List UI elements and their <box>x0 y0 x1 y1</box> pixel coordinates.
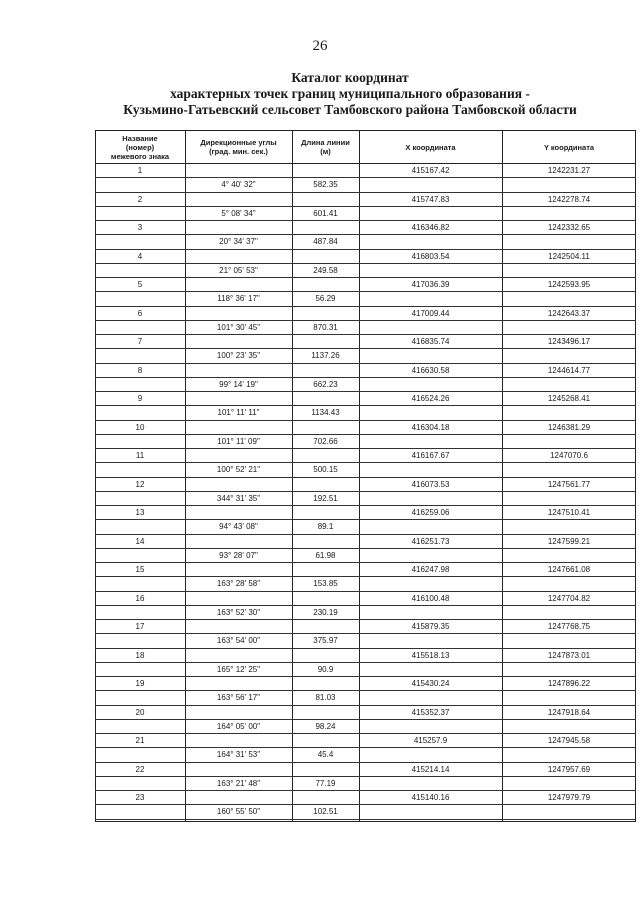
point-name: 2 <box>137 194 143 204</box>
direction-angle: 344° 31' 35" <box>216 493 261 503</box>
line-length: 102.51 <box>313 807 338 817</box>
boundary-segment-row <box>95 292 636 306</box>
direction-angle: 118° 36' 17" <box>217 294 260 304</box>
direction-angle: 20° 34' 37" <box>219 237 258 247</box>
point-name: 18 <box>135 650 145 660</box>
x-coordinate: 415518.13 <box>411 650 450 660</box>
direction-angle: 93° 28' 07" <box>219 550 258 560</box>
x-coordinate: 415747.83 <box>411 194 450 204</box>
x-coordinate: 416251.73 <box>411 536 450 546</box>
point-name: 14 <box>135 536 145 546</box>
point-name: 22 <box>135 764 145 774</box>
point-name: 12 <box>135 479 145 489</box>
direction-angle: 101° 11' 11" <box>217 408 260 418</box>
boundary-segment-row <box>95 178 636 192</box>
x-coordinate: 416346.82 <box>411 223 450 232</box>
point-name: 5 <box>137 280 143 289</box>
direction-angle: 164° 05' 00" <box>216 721 261 731</box>
boundary-point-row <box>95 478 636 492</box>
table-body <box>95 164 636 820</box>
line-length: 153.85 <box>313 579 338 589</box>
y-coordinate: 1247704.82 <box>547 593 591 603</box>
boundary-point-row <box>95 734 636 748</box>
point-name: 21 <box>135 736 145 745</box>
direction-angle: 163° 52' 30" <box>216 607 261 617</box>
boundary-segment-row <box>95 463 636 477</box>
x-coordinate: 415430.24 <box>411 679 450 688</box>
direction-angle: 163° 54' 00" <box>216 636 261 646</box>
y-coordinate: 1247768.75 <box>547 622 591 631</box>
boundary-point-row <box>95 392 636 406</box>
point-name: 19 <box>135 679 145 688</box>
header-direction-angle: Дирекционные углы (град. мин. сек.) <box>200 138 277 156</box>
boundary-segment-row <box>95 777 636 791</box>
boundary-point-row <box>95 364 636 378</box>
point-name: 17 <box>135 622 145 631</box>
boundary-segment-row <box>95 321 636 335</box>
boundary-point-row <box>95 677 636 691</box>
point-name: 13 <box>135 508 145 517</box>
point-name: 11 <box>135 451 145 460</box>
y-coordinate: 1246381.29 <box>547 422 591 432</box>
line-length: 61.98 <box>315 550 336 560</box>
line-length: 601.41 <box>313 208 338 218</box>
x-coordinate: 415352.37 <box>411 707 450 717</box>
x-coordinate: 415140.16 <box>411 793 450 802</box>
y-coordinate: 1247918.64 <box>547 707 591 717</box>
direction-angle: 100° 23' 35" <box>216 351 261 361</box>
y-coordinate: 1247945.58 <box>547 736 591 745</box>
direction-angle: 99° 14' 19" <box>219 379 258 389</box>
line-length: 230.19 <box>313 607 338 617</box>
line-length: 89.1 <box>317 522 334 532</box>
boundary-segment-row <box>95 264 636 278</box>
table-header <box>95 131 636 164</box>
direction-angle: 160° 55' 50" <box>216 807 261 817</box>
header-y-coordinate: Y координата <box>543 142 595 152</box>
title-line-3: Кузьмино-Гатьевский сельсовет Тамбовского района Тамбовской области <box>123 102 577 117</box>
boundary-segment-row <box>95 663 636 677</box>
y-coordinate: 1242593.95 <box>547 280 591 289</box>
x-coordinate: 416835.74 <box>411 337 450 346</box>
point-name: 6 <box>137 308 143 318</box>
boundary-segment-row <box>95 577 636 591</box>
boundary-segment-row <box>95 691 636 705</box>
line-length: 870.31 <box>313 322 338 332</box>
point-name: 9 <box>137 394 143 403</box>
direction-angle: 21° 05' 53" <box>219 265 258 275</box>
y-coordinate: 1245268.41 <box>547 394 591 403</box>
line-length: 1137.26 <box>311 351 340 361</box>
y-coordinate: 1247896.22 <box>547 679 591 688</box>
boundary-segment-row <box>95 406 636 420</box>
boundary-point-row <box>95 193 636 207</box>
line-length: 192.51 <box>313 493 338 503</box>
x-coordinate: 417009.44 <box>411 308 450 318</box>
boundary-segment-row <box>95 520 636 534</box>
header-x-coordinate: X координата <box>405 142 456 152</box>
boundary-point-row <box>95 164 636 178</box>
direction-angle: 163° 21' 48" <box>216 778 261 788</box>
point-name: 10 <box>135 422 145 432</box>
x-coordinate: 416803.54 <box>411 251 450 261</box>
y-coordinate: 1242504.11 <box>548 251 590 261</box>
boundary-segment-row <box>95 235 636 249</box>
boundary-point-row <box>95 307 636 321</box>
boundary-point-row <box>95 563 636 577</box>
x-coordinate: 416100.48 <box>411 593 450 603</box>
x-coordinate: 416259.06 <box>411 508 450 517</box>
y-coordinate: 1242643.37 <box>547 308 591 318</box>
x-coordinate: 416073.53 <box>411 479 450 489</box>
y-coordinate: 1247873.01 <box>547 650 591 660</box>
line-length: 90.9 <box>317 664 334 674</box>
x-coordinate: 415257.9 <box>413 736 448 745</box>
direction-angle: 100° 52' 21" <box>216 465 261 475</box>
line-length: 582.35 <box>313 180 338 190</box>
y-coordinate: 1247510.41 <box>547 508 591 517</box>
point-name: 20 <box>135 707 145 717</box>
direction-angle: 101° 11' 09" <box>217 436 260 446</box>
boundary-segment-row <box>95 720 636 734</box>
boundary-point-row <box>95 221 636 235</box>
line-length: 1134.43 <box>311 408 340 418</box>
point-name: 15 <box>135 565 145 574</box>
boundary-point-row <box>95 791 636 805</box>
direction-angle: 94° 43' 08" <box>219 522 258 532</box>
boundary-segment-row <box>95 492 636 506</box>
y-coordinate: 1247599.21 <box>547 536 591 546</box>
line-length: 702.66 <box>313 436 338 446</box>
point-name: 3 <box>137 223 143 232</box>
direction-angle: 163° 28' 58" <box>216 579 261 589</box>
x-coordinate: 415879.35 <box>411 622 450 631</box>
coordinate-catalog-table <box>95 130 636 822</box>
x-coordinate: 416247.98 <box>411 565 450 574</box>
boundary-segment-row <box>95 748 636 762</box>
y-coordinate: 1244614.77 <box>547 365 591 375</box>
y-coordinate: 1242278.74 <box>547 194 591 204</box>
document-title <box>60 70 640 118</box>
boundary-point-row <box>95 706 636 720</box>
line-length: 56.29 <box>315 294 336 304</box>
x-coordinate: 416630.58 <box>411 365 450 375</box>
line-length: 662.23 <box>313 379 338 389</box>
boundary-segment-row <box>95 207 636 221</box>
x-coordinate: 415214.14 <box>411 764 450 774</box>
boundary-point-row <box>95 535 636 549</box>
line-length: 500.15 <box>313 465 338 475</box>
direction-angle: 163° 56' 17" <box>216 693 261 703</box>
boundary-point-row <box>95 763 636 777</box>
page-number: 26 <box>312 38 328 54</box>
title-line-1: Каталог координат <box>291 70 409 85</box>
y-coordinate: 1243496.17 <box>547 337 591 346</box>
line-length: 45.4 <box>317 750 334 760</box>
line-length: 98.24 <box>315 721 336 731</box>
line-length: 375.97 <box>313 636 338 646</box>
line-length: 77.19 <box>315 778 336 788</box>
direction-angle: 101° 30' 45" <box>216 322 261 332</box>
x-coordinate: 416167.67 <box>411 451 450 460</box>
x-coordinate: 415167.42 <box>411 166 450 175</box>
line-length: 249.58 <box>313 265 338 275</box>
boundary-point-row <box>95 335 636 349</box>
line-length: 81.03 <box>315 693 336 703</box>
point-name: 23 <box>135 793 145 802</box>
boundary-point-row <box>95 620 636 634</box>
y-coordinate: 1247979.79 <box>547 793 591 802</box>
boundary-point-row <box>95 592 636 606</box>
y-coordinate: 1247561.77 <box>547 479 591 489</box>
x-coordinate: 417036.39 <box>411 280 450 289</box>
y-coordinate: 1247661.08 <box>547 565 591 574</box>
x-coordinate: 416524.26 <box>411 394 450 403</box>
boundary-segment-row <box>95 606 636 620</box>
boundary-point-row <box>95 649 636 663</box>
header-line-length: Длина линии (м) <box>301 138 350 156</box>
direction-angle: 4° 40' 32" <box>221 180 256 190</box>
point-name: 16 <box>135 593 145 603</box>
boundary-segment-row <box>95 435 636 449</box>
boundary-segment-row <box>95 549 636 563</box>
boundary-point-row <box>95 506 636 520</box>
point-name: 4 <box>137 251 143 261</box>
direction-angle: 5° 08' 34" <box>221 208 256 218</box>
y-coordinate: 1242231.27 <box>547 166 591 175</box>
point-name: 8 <box>137 365 143 375</box>
direction-angle: 165° 12' 25" <box>216 664 261 674</box>
x-coordinate: 416304.18 <box>411 422 450 432</box>
point-name: 1 <box>137 166 143 175</box>
header-point-name: Название (номер) межевого знака <box>110 133 170 161</box>
point-name: 7 <box>137 337 143 346</box>
boundary-segment-row <box>95 805 636 819</box>
y-coordinate: 1247070.6 <box>550 451 588 460</box>
boundary-point-row <box>95 421 636 435</box>
boundary-segment-row <box>95 378 636 392</box>
line-length: 487.84 <box>313 237 338 247</box>
title-line-2: характерных точек границ муниципального образования - <box>170 86 530 101</box>
boundary-segment-row <box>95 634 636 648</box>
boundary-point-row <box>95 278 636 292</box>
y-coordinate: 1242332.65 <box>547 223 591 232</box>
boundary-point-row <box>95 449 636 463</box>
boundary-point-row <box>95 250 636 264</box>
y-coordinate: 1247957.69 <box>547 764 591 774</box>
direction-angle: 164° 31' 53" <box>216 750 261 760</box>
boundary-segment-row <box>95 349 636 363</box>
